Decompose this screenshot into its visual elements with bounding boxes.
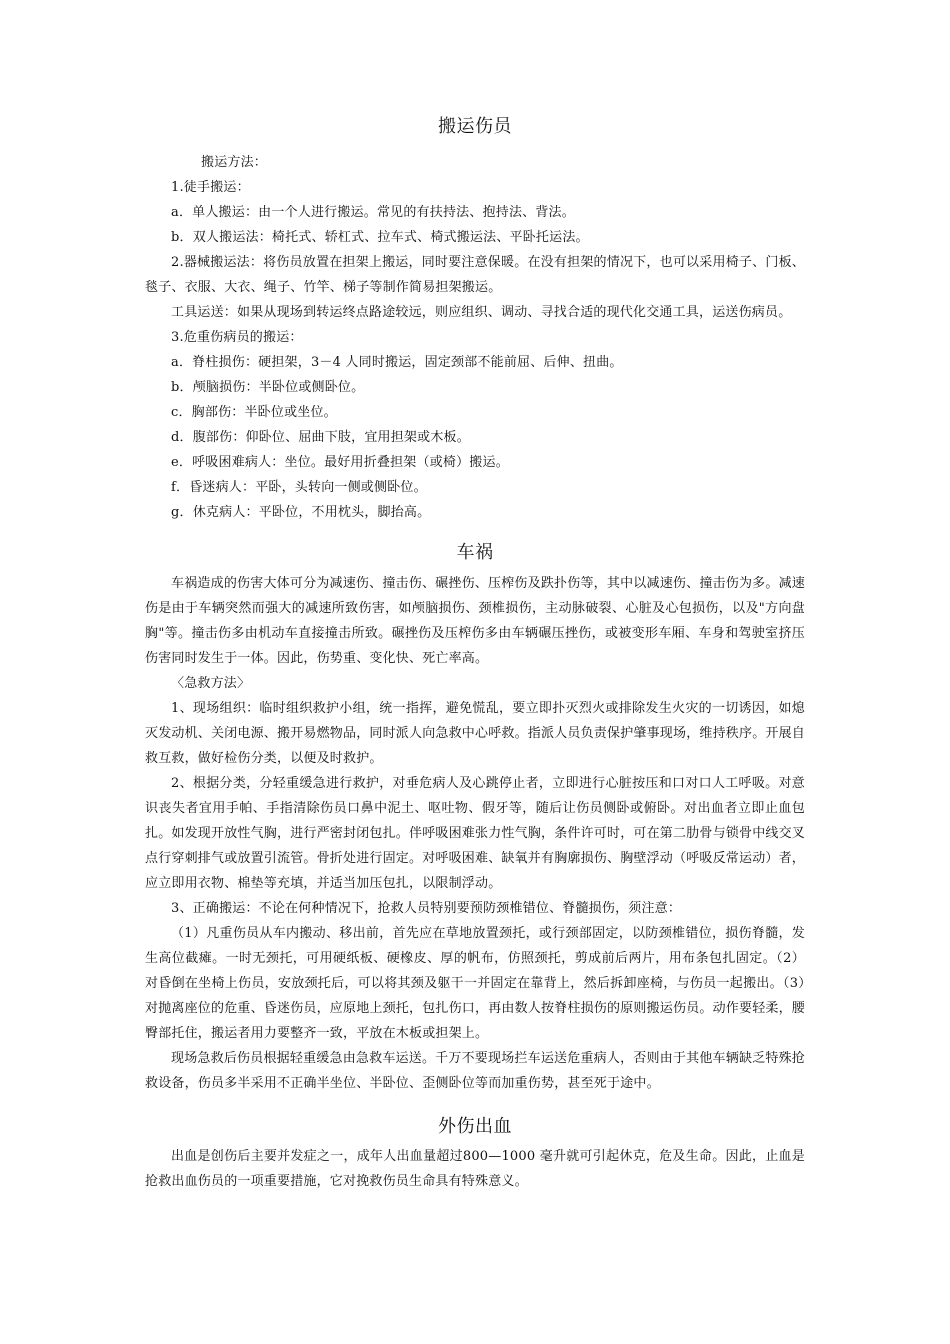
paragraph: f．昏迷病人：平卧，头转向一侧或侧卧位。	[171, 480, 427, 495]
section-title-car-accident: 车祸	[456, 542, 494, 563]
paragraph: d．腹部伤：仰卧位、屈曲下肢，宜用担架或木板。	[171, 430, 470, 445]
paragraph: 工具运送：如果从现场到转运终点路途较远，则应组织、调动、寻找合适的现代化交通工具，运送伤病员。	[171, 305, 792, 320]
paragraph: a．单人搬运：由一个人进行搬运。常见的有扶持法、抱持法、背法。	[171, 205, 575, 220]
section-title-bleeding: 外伤出血	[438, 1116, 512, 1137]
paragraph: 出血是创伤后主要并发症之一，成年人出血量超过800—1000 毫升就可引起休克，危及生命。因此，止血是抢救出血伤员的一项重要措施，它对挽救伤员生命具有特殊意义。	[145, 1149, 805, 1189]
paragraph: 车祸造成的伤害大体可分为减速伤、撞击伤、碾挫伤、压榨伤及跌扑伤等，其中以减速伤、撞击伤为多。减速伤是由于车辆突然而强大的减速所致伤害，如颅脑损伤、颈椎损伤，主动脉破裂、心脏及心包损伤，以及"方向盘胸"等。撞击伤多由机动车直接撞击所致。碾挫伤及压榨伤多由车辆碾压挫伤，或被变形车厢、车身和驾驶室挤压伤害同时发生于一体。因此，伤势重、变化快、死亡率高。	[145, 576, 805, 666]
paragraph: e．呼吸困难病人：坐位。最好用折叠担架（或椅）搬运。	[171, 455, 509, 470]
paragraph: b．颅脑损伤：半卧位或侧卧位。	[171, 380, 365, 395]
paragraph: 2、根据分类，分轻重缓急进行救护，对垂危病人及心跳停止者，立即进行心脏按压和口对口人工呼吸。对意识丧失者宜用手帕、手指清除伤员口鼻中泥土、呕吐物、假牙等，随后让伤员侧卧或俯卧。对出血者立即止血包扎。如发现开放性气胸，进行严密封闭包扎。伴呼吸困难张力性气胸，条件许可时，可在第二肋骨与锁骨中线交叉点行穿刺排气或放置引流管。骨折处进行固定。对呼吸困难、缺氧并有胸廓损伤、胸壁浮动（呼吸反常运动）者，应立即用衣物、棉垫等充填，并适当加压包扎，以限制浮动。	[145, 776, 806, 891]
paragraph: 2.器械搬运法：将伤员放置在担架上搬运，同时要注意保暖。在没有担架的情况下，也可以采用椅子、门板、毯子、衣服、大衣、绳子、竹竿、梯子等制作简易担架搬运。	[145, 255, 805, 295]
document-body	[145, 112, 805, 1194]
paragraph: 3、正确搬运：不论在何种情况下，抢救人员特别要预防颈椎错位、脊髓损伤，须注意：	[171, 901, 682, 916]
section-title-transport: 搬运伤员	[438, 116, 512, 137]
paragraph: a．脊柱损伤：硬担架，3－4 人同时搬运，固定颈部不能前屈、后伸、扭曲。	[171, 355, 623, 370]
paragraph: （1）凡重伤员从车内搬动、移出前，首先应在草地放置颈托，或行颈部固定，以防颈椎错位，损伤脊髓，发生高位截瘫。一时无颈托，可用硬纸板、硬橡皮、厚的帆布，仿照颈托，剪成前后两片，用布条包扎固定。（2）对昏倒在坐椅上伤员，安放颈托后，可以将其颈及躯干一并固定在靠背上，然后拆卸座椅，与伤员一起搬出。（3）对抛离座位的危重、昏迷伤员，应原地上颈托，包扎伤口，再由数人按脊柱损伤的原则搬运伤员。动作要轻柔，腰臀部托住，搬运者用力要整齐一致，平放在木板或担架上。	[145, 926, 806, 1041]
paragraph: 1.徒手搬运：	[171, 180, 250, 195]
paragraph: g．休克病人：平卧位，不用枕头，脚抬高。	[171, 505, 431, 520]
paragraph: 3.危重伤病员的搬运：	[171, 330, 303, 345]
paragraph: 搬运方法：	[201, 155, 268, 170]
paragraph: 〈急救方法〉	[171, 676, 251, 691]
paragraph: b．双人搬运法：椅托式、轿杠式、拉车式、椅式搬运法、平卧托运法。	[171, 230, 589, 245]
paragraph: 现场急救后伤员根据轻重缓急由急救车运送。千万不要现场拦车运送危重病人，否则由于其他车辆缺乏特殊抢救设备，伤员多半采用不正确半坐位、半卧位、歪侧卧位等而加重伤势，甚至死于途中。	[145, 1051, 805, 1091]
paragraph: c．胸部伤：半卧位或坐位。	[171, 405, 337, 420]
paragraph: 1、现场组织：临时组织救护小组，统一指挥，避免慌乱，要立即扑灭烈火或排除发生火灾的一切诱因，如熄灭发动机、关闭电源、搬开易燃物品，同时派人向急救中心呼救。指派人员负责保护肇事现场，维持秩序。开展自救互救，做好检伤分类，以便及时救护。	[145, 701, 806, 766]
